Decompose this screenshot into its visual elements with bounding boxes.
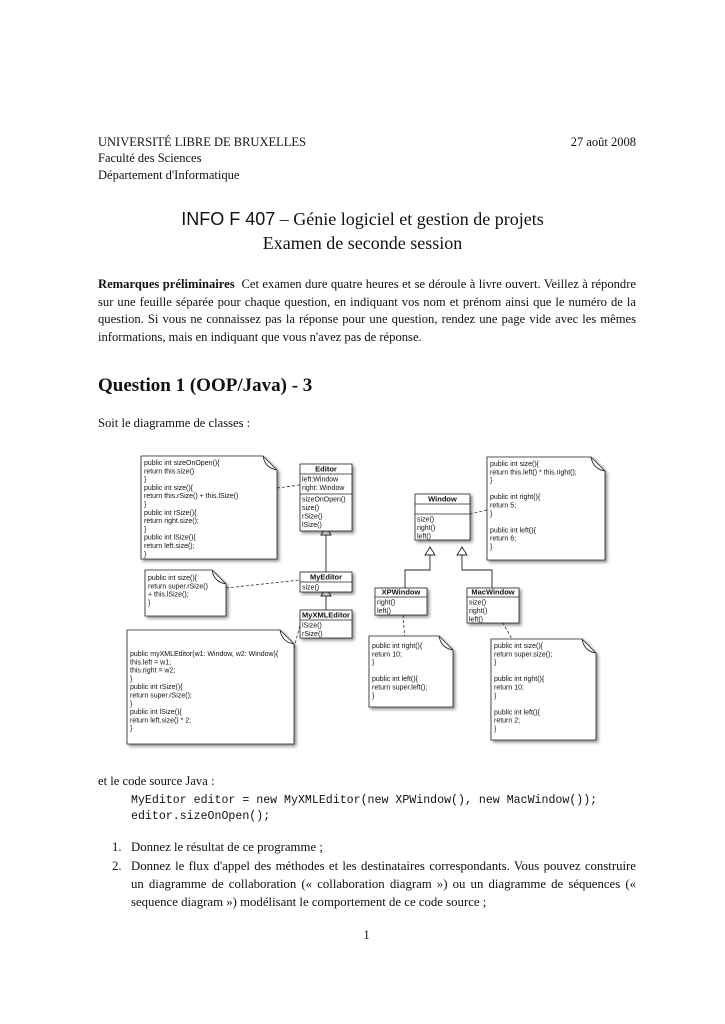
class-method: rSize() [302,631,323,638]
note-line: public int right(){ [494,676,545,684]
code-line-2: editor.sizeOnOpen(); [131,810,271,823]
note-line: } [144,501,147,509]
note-line: } [494,726,497,733]
note-line: } [494,692,497,700]
note-line: } [144,526,147,534]
note-line: return this.size() [144,468,195,476]
note-line: public int size(){ [148,575,198,582]
note-line: this.left = w1; [130,659,172,667]
note-line: } [490,544,493,551]
note-line: } [490,477,493,485]
course-code: INFO F 407 [181,209,276,229]
class-diagram [0,440,725,770]
class-myeditor [300,572,352,592]
class-method: left() [417,533,431,541]
remarks-label: Remarques préliminaires [98,277,235,291]
class-attribute: right: Window [302,485,345,492]
class-name: XPWindow [381,587,421,597]
note-line: public int lSize(){ [130,709,182,717]
note-line: public int sizeOnOpen(){ [144,460,220,467]
question-item-1 [112,838,636,856]
class-method: left() [469,616,483,624]
class-macwindow [467,588,519,624]
course-name: – Génie logiciel et gestion de projets [275,209,544,229]
note-line: } [130,675,133,683]
code-intro: et le code source Java : [98,774,215,788]
note-line: public int size(){ [144,484,194,492]
code-line-1: MyEditor editor = new MyXMLEditor(new XPWindow(), new MacWindow()); [131,794,598,807]
class-method: right() [469,608,488,615]
note-line: public int left(){ [494,709,540,717]
note-line: public int left(){ [490,527,536,535]
note-line: public int left(){ [372,676,418,684]
class-editor [300,464,352,531]
note-macwindow [491,639,596,740]
class-method: lSize() [302,622,322,630]
note-line: public int lSize(){ [144,534,196,542]
note-line: public int rSize(){ [130,684,183,692]
note-line: + this.lSize(); [148,591,189,599]
item-number: 2. [112,859,122,873]
class-name: MacWindow [471,587,515,597]
class-xpwindow [375,588,427,616]
note-line: return right.size(); [144,518,199,526]
class-name: Window [428,494,457,504]
item-number: 1. [112,840,122,854]
class-myxmleditor [300,610,352,638]
class-name: Editor [315,464,337,474]
class-method: rSize() [302,513,323,521]
note-line: return left.size() * 2; [130,717,192,725]
class-method: size() [469,599,487,607]
note-line: public int right(){ [372,643,423,650]
note-line: public int size(){ [490,461,540,468]
class-method: right() [417,525,436,532]
note-line: } [372,659,375,667]
note-line: } [494,659,497,667]
question-heading: Question 1 (OOP/Java) - 3 [98,375,313,396]
note-line: } [372,692,375,700]
faculty-name: Faculté des Sciences [98,151,202,165]
page-number: 1 [363,928,370,942]
item-text: Donnez le résultat de ce programme ; [131,840,323,854]
class-diagram-svg [0,440,725,770]
note-myxmleditor [127,630,294,744]
note-line: public myXMLEditor(w1: Window, w2: Window){ [130,651,279,658]
note-line: } [144,551,147,559]
note-line: return 5; [490,502,517,510]
note-line: return 6; [490,535,517,543]
note-editor [141,456,277,559]
class-method: size() [302,584,320,592]
note-line: return 10; [372,651,402,659]
note-line: return super.rSize(); [130,692,192,700]
note-myeditor [145,570,226,616]
class-method: sizeOnOpen() [302,496,346,504]
remarks-text: Cet examen dure quatre heures et se déroule à livre ouvert. Veillez à répondre sur une feuille séparée pour chaque question, en indiquant vos nom et prénom ainsi que le numéro de la question. Si vous ne connaissez pas la réponse pour une question, rendez une page vide avec les mêmes informations, mais en indiquant que vous n'avez pas de réponse. [98,277,637,344]
class-attribute: left:Window [302,476,339,484]
note-line: } [490,510,493,518]
note-line: this.right = w2; [130,667,176,675]
diagram-intro: Soit le diagramme de classes : [98,416,251,430]
exam-date: 27 août 2008 [570,135,636,149]
note-line: return super.rSize() [148,583,208,591]
item-text: Donnez le flux d'appel des méthodes et les destinataires correspondants. Vous pouvez construire un diagramme de collaboration (« collaboration diagram ») ou un diagramme de séquences (« sequence diagram ») modélisant le comportement de ce code source ; [131,859,636,909]
note-line: return 2; [494,717,521,725]
note-line: } [148,599,151,607]
course-title [0,209,725,230]
class-method: left() [377,608,391,615]
class-window [415,494,470,541]
note-line: return left.size(); [144,543,195,550]
note-line: } [144,476,147,484]
note-line: return this.rSize() + this.lSize() [144,493,239,501]
university-name: UNIVERSITÉ LIBRE DE BRUXELLES [98,135,306,149]
class-name: MyXMLEditor [302,610,350,620]
question-item-2 [112,857,636,911]
note-line: return super.size(); [494,651,553,659]
note-line: return this.left() * this.right(); [490,469,577,477]
note-line: return super.left(); [372,684,428,692]
note-line: } [130,700,133,708]
note-line: return 10; [494,684,524,692]
department-name: Département d'Informatique [98,168,240,182]
class-method: size() [302,505,320,512]
note-line: public int rSize(){ [144,509,197,517]
note-xpwindow [369,636,453,707]
class-method: right() [377,599,396,607]
preliminary-remarks [98,276,636,346]
class-method: size() [417,516,435,524]
note-line: public int size(){ [494,643,544,650]
class-name: MyEditor [309,572,343,582]
note-line: } [130,725,133,733]
class-method: lSize() [302,522,322,529]
note-window [487,457,605,560]
note-line: public int right(){ [490,494,541,502]
exam-subtitle: Examen de seconde session [262,233,463,253]
